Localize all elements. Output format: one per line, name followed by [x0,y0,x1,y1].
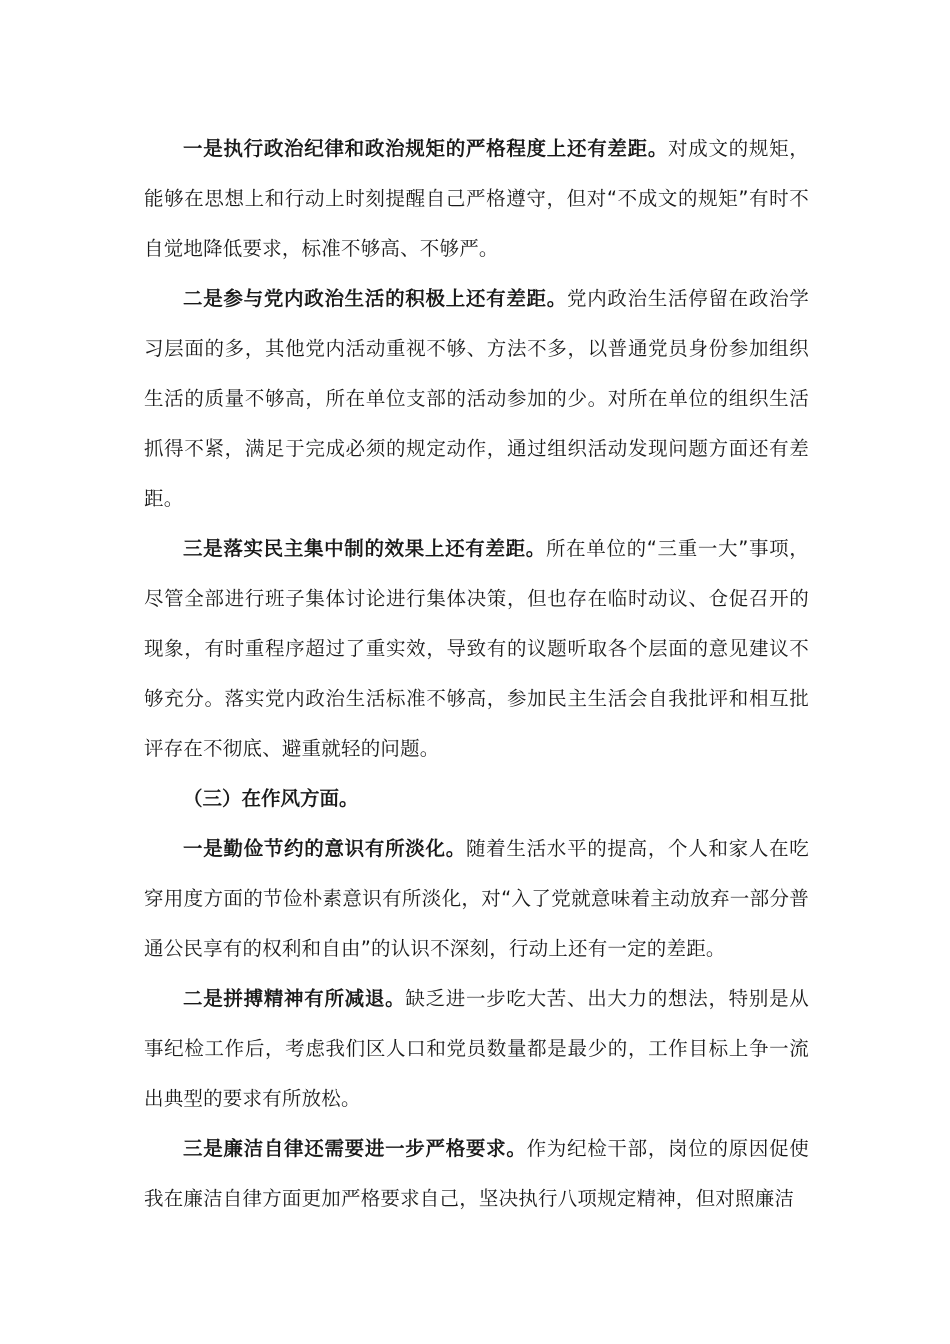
document-body [144,124,809,1224]
paragraph-lead: 三是廉洁自律还需要进一步严格要求。 [183,1137,527,1160]
paragraph-party-political-life [144,274,809,524]
paragraph-text: 对成文的规矩，能够在思想上和行动上时刻提醒自己严格遵守，但对“不成文的规矩”有时不自觉地降低要求，标准不够高、不够严。 [144,137,809,260]
section-heading: （三）在作风方面。 [183,787,359,810]
paragraph-text: 作为纪检干部，岗位的原因促使我在廉洁自律方面更加严格要求自己，坚决执行八项规定精神，但对照廉洁 [144,1137,809,1210]
paragraph-text: 党内政治生活停留在政治学习层面的多，其他党内活动重视不够、方法不多，以普通党员身份参加组织生活的质量不够高，所在单位支部的活动参加的少。对所在单位的组织生活抓得不紧，满足于完成必须的规定动作，通过组织活动发现问题方面还有差距。 [144,287,809,510]
paragraph-text: 随着生活水平的提高，个人和家人在吃穿用度方面的节俭朴素意识有所淡化，对“入了党就意味着主动放弃一部分普通公民享有的权利和自由”的认识不深刻，行动上还有一定的差距。 [144,837,809,960]
paragraph-text: 缺乏进一步吃大苦、出大力的想法，特别是从事纪检工作后，考虑我们区人口和党员数量都是最少的，工作目标上争一流出典型的要求有所放松。 [144,987,809,1110]
paragraph-striving-spirit [144,974,809,1124]
paragraph-lead: 二是参与党内政治生活的积极上还有差距。 [183,287,567,310]
paragraph-democratic-centralism [144,524,809,774]
paragraph-lead: 一是执行政治纪律和政治规矩的严格程度上还有差距。 [183,137,669,160]
paragraph-lead: 三是落实民主集中制的效果上还有差距。 [183,537,546,560]
paragraph-integrity [144,1124,809,1224]
paragraph-lead: 一是勤俭节约的意识有所淡化。 [183,837,466,860]
paragraph-lead: 二是拼搏精神有所减退。 [183,987,406,1010]
paragraph-political-discipline [144,124,809,274]
paragraph-frugality [144,824,809,974]
paragraph-text: 所在单位的“三重一大”事项，尽管全部进行班子集体讨论进行集体决策，但也存在临时动议、仓促召开的现象，有时重程序超过了重实效，导致有的议题听取各个层面的意见建议不够充分。落实党内政治生活标准不够高，参加民主生活会自我批评和相互批评存在不彻底、避重就轻的问题。 [144,537,809,760]
